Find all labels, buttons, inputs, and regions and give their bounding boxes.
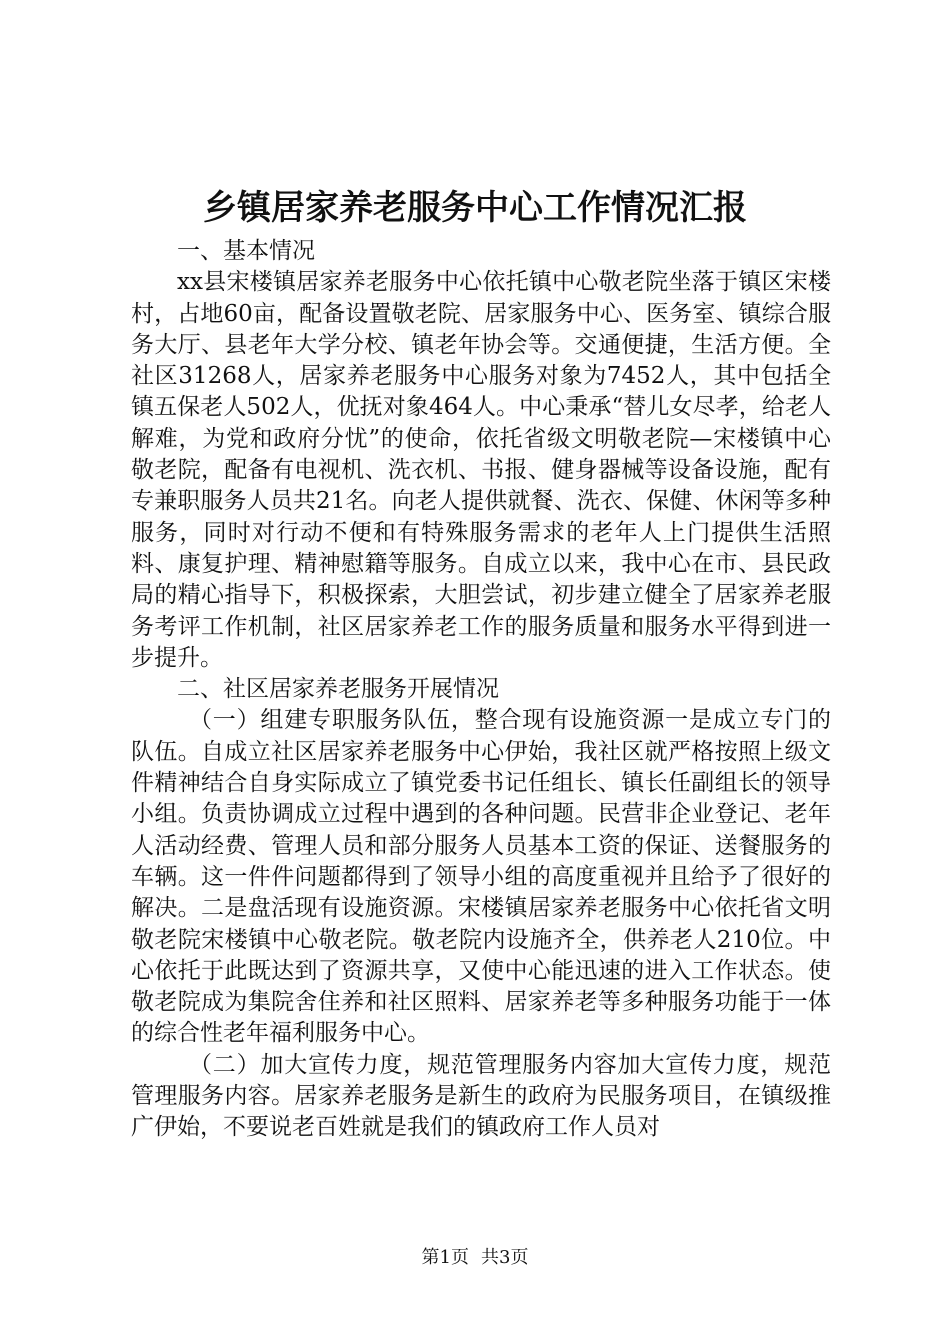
- document-title: 乡镇居家养老服务中心工作情况汇报: [203, 188, 747, 228]
- body-paragraph: xx县宋楼镇居家养老服务中心依托镇中心敬老院坐落于镇区宋楼村，占地60亩，配备设置敬老院、居家服务中心、医务室、镇综合服务大厅、县老年大学分校、镇老年协会等。交通便捷，生活方便。全社区31268人，居家养老服务中心服务对象为7452人，其中包括全镇五保老人502人，优抚对象464人。中心秉承“替儿女尽孝，给老人解难，为党和政府分忧”的使命，依托省级文明敬老院—宋楼镇中心敬老院，配备有电视机、洗衣机、书报、健身器械等设备设施，配有专兼职服务人员共21名。向老人提供就餐、洗衣、保健、休闲等多种服务，同时对行动不便和有特殊服务需求的老年人上门提供生活照料、康复护理、精神慰籍等服务。自成立以来，我中心在市、县民政局的精心指导下，积极探索，大胆尝试，初步建立健全了居家养老服务考评工作机制，社区居家养老工作的服务质量和服务水平得到进一步提升。: [131, 269, 831, 671]
- page-total: 共3页: [481, 1247, 529, 1268]
- page-footer: [0, 1246, 950, 1270]
- body-paragraph: （二）加大宣传力度，规范管理服务内容加大宣传力度，规范管理服务内容。居家养老服务是新生的政府为民服务项目，在镇级推广伊始，不要说老百姓就是我们的镇政府工作人员对: [131, 1051, 831, 1141]
- page-number: 第1页: [421, 1247, 469, 1268]
- section-heading: 二、社区居家养老服务开展情况: [177, 676, 499, 703]
- body-paragraph: （一）组建专职服务队伍，整合现有设施资源一是成立专门的队伍。自成立社区居家养老服务中心伊始，我社区就严格按照上级文件精神结合自身实际成立了镇党委书记任组长、镇长任副组长的领导小组。负责协调成立过程中遇到的各种问题。民营非企业登记、老年人活动经费、管理人员和部分服务人员基本工资的保证、送餐服务的车辆。这一件件问题都得到了领导小组的高度重视并且给予了很好的解决。二是盘活现有设施资源。宋楼镇居家养老服务中心依托省文明敬老院宋楼镇中心敬老院。敬老院内设施齐全，供养老人210位。中心依托于此既达到了资源共享，又使中心能迅速的进入工作状态。使敬老院成为集院舍住养和社区照料、居家养老等多种服务功能于一体的综合性老年福利服务中心。: [131, 707, 831, 1047]
- section-heading: 一、基本情况: [177, 238, 315, 264]
- document-body: [131, 236, 831, 1144]
